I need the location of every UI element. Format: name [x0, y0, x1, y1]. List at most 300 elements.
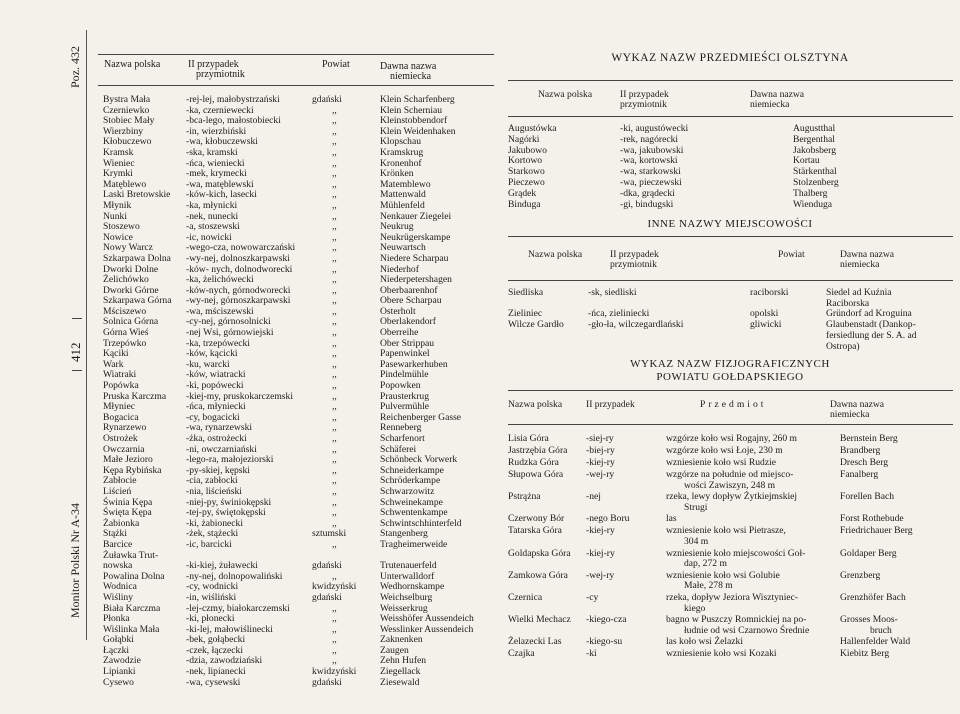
t2-header-rule	[508, 280, 953, 281]
suburb-polish-name: Nagórki	[508, 133, 540, 145]
german-name: Oberreihe	[380, 327, 419, 339]
polish-name: Szkarpawa Górna	[103, 295, 172, 307]
german-name: Weisserkrug	[380, 602, 428, 614]
suburb-row	[508, 124, 958, 135]
case-form: -ków-kich, lasecki	[186, 189, 257, 201]
t2-header-german	[840, 250, 950, 270]
german-name: Schwentenkampe	[380, 507, 448, 519]
german-name: Krönken	[380, 168, 414, 180]
physio-subject-line: Strugi	[684, 501, 708, 513]
t3-header-german	[830, 400, 940, 420]
district-ditto: ,,	[332, 146, 337, 158]
physio-case	[586, 571, 614, 582]
case-form: -ki, płonecki	[186, 613, 235, 625]
journal-title: Monitor Polski Nr A-34	[68, 502, 82, 618]
physio-subject-line: wzgórze koło wsi Łoje, 230 m	[666, 444, 783, 456]
physio-german-name	[840, 593, 906, 604]
district-ditto: ,,	[332, 454, 337, 466]
district-ditto: ,,	[332, 136, 337, 148]
district-ditto: ,,	[332, 199, 337, 211]
district-ditto: ,,	[332, 507, 337, 519]
suburb-polish-name: Augustówka	[508, 123, 557, 134]
physio-subject	[666, 470, 793, 492]
t2-header-case	[610, 250, 720, 270]
physio-case-line: -nego Boru	[586, 513, 630, 525]
t2-header-case-line1: II przypadek	[610, 249, 659, 260]
physio-polish-name	[508, 446, 567, 457]
case-form: -cy, bogacicki	[186, 411, 240, 423]
suburb-polish-name: Grądek	[508, 187, 537, 199]
case-form: -bca-lego, małostobiecki	[186, 115, 281, 127]
case-form: -rej-lej, małobystrzański	[186, 94, 280, 105]
case-form: -ka, trzepówecki	[186, 337, 250, 349]
case-form: -wy-nej, górnoszkarpawski	[186, 295, 291, 307]
district-ditto: ,,	[332, 634, 337, 646]
suburb-german-name: Wienduga	[793, 198, 833, 210]
physiographic-row	[508, 615, 958, 635]
physio-german-name	[840, 458, 888, 469]
physio-polish-name	[508, 615, 571, 626]
german-name: Tragheimerweide	[380, 538, 448, 550]
polish-name: Gołąbki	[103, 634, 134, 646]
physio-subject-line: wzniesienie koło wsi Golubie	[666, 569, 780, 581]
polish-name: Lipianki	[103, 666, 136, 678]
t2-header-case-line2: przymiotnik	[610, 259, 657, 270]
german-name: Niederpetershagen	[380, 274, 452, 286]
case-form: -nek, lipianecki	[186, 666, 246, 678]
district-ditto: ,,	[332, 189, 337, 201]
other-german-line: Raciborska	[826, 297, 870, 309]
polish-name: Zawodzie	[103, 655, 141, 667]
suburb-german-name: Bergenthal	[793, 133, 835, 145]
district-ditto: ,,	[332, 369, 337, 381]
other-name-row	[508, 309, 958, 319]
german-name: Schäferei	[380, 443, 417, 455]
physio-subject-line: wzgórze na południe od miejsco-	[666, 468, 794, 480]
physiographic-title	[500, 358, 960, 384]
case-form: -in, wierzbiński	[186, 125, 247, 137]
suburb-row	[508, 178, 958, 189]
german-name: Niederhof	[380, 263, 419, 275]
case-form: -ńca, młyniecki	[186, 401, 246, 413]
physio-german-name	[840, 446, 880, 457]
physio-subject	[666, 571, 780, 593]
physio-subject-line: las	[666, 513, 677, 525]
t2-header-german-line2: niemiecka	[840, 259, 880, 270]
other-case: -ńca, zieliniecki	[588, 308, 650, 320]
physio-german-name	[840, 492, 894, 503]
district-ditto: ,,	[332, 157, 337, 169]
case-form: -ic, nowicki	[186, 231, 232, 243]
german-name: Scharfenort	[380, 433, 425, 444]
district-ditto: ,,	[332, 433, 337, 444]
german-name: Kronenhof	[380, 157, 422, 169]
physio-case-line: -ki	[586, 648, 597, 660]
polish-name: Solnica Górna	[103, 316, 159, 328]
physio-case	[586, 649, 597, 660]
district-ditto: ,,	[332, 538, 337, 550]
physio-case	[586, 458, 615, 469]
case-form: -in, wiśliński	[186, 591, 237, 603]
polish-name: Krymki	[103, 168, 133, 180]
polish-name: Małe Jezioro	[103, 454, 153, 466]
physiographic-row	[508, 571, 958, 591]
case-form: -ka, młynicki	[186, 199, 238, 211]
polish-name: Wiśliny	[103, 591, 133, 603]
suburb-case: -wa, pieczewski	[620, 176, 682, 188]
physio-case	[586, 470, 614, 481]
german-name: Oberbaarenhof	[380, 284, 438, 296]
district-ditto: ,,	[332, 496, 337, 508]
physio-polish-name	[508, 549, 571, 560]
physio-case	[586, 526, 615, 537]
physiographic-title-line2: POWIATU GOŁDAPSKIEGO	[656, 371, 804, 383]
polish-name: Cysewo	[103, 676, 134, 688]
physio-german-name-line: Goldaper Berg	[840, 547, 897, 559]
district-ditto: ,,	[332, 348, 337, 360]
polish-name: Żuławka Trut-	[103, 549, 159, 561]
t1-header-rule	[508, 116, 953, 117]
german-name: Mühlenfeld	[380, 199, 425, 211]
polish-name: Pruska Karczma	[103, 390, 167, 402]
german-name: Popowken	[380, 380, 421, 392]
suburb-case: -wa, kortowski	[620, 155, 678, 167]
physio-polish-name	[508, 514, 564, 525]
physio-german-name-line: Hallenfelder Wald	[840, 636, 911, 648]
case-form: -nej Wsi, górnowiejski	[186, 327, 274, 339]
physio-case	[586, 514, 629, 525]
physiographic-table	[508, 434, 958, 661]
physio-case	[586, 446, 615, 457]
physiographic-row	[508, 593, 958, 613]
district-ditto: ,,	[332, 443, 337, 455]
physio-german-name-line: Friedrichauer Berg	[840, 525, 913, 537]
case-form: -a, stoszewski	[186, 221, 240, 233]
german-names-column	[380, 95, 495, 688]
physio-german-name	[840, 434, 898, 445]
district-ditto: ,,	[332, 274, 337, 286]
physio-subject-line: kiego	[684, 602, 706, 614]
suburb-row	[508, 167, 958, 178]
physio-subject-line: wzniesienie koło miejscowości Goł-	[666, 547, 806, 559]
physio-subject	[666, 446, 783, 457]
physio-german-name-line: Bernstein Berg	[840, 433, 898, 444]
case-form: -cia, zabłocki	[186, 475, 238, 487]
district-ditto: ,,	[332, 231, 337, 243]
other-german-line: Siedel ad Kuźnia	[826, 287, 892, 298]
polish-name: Łączki	[103, 644, 130, 656]
physio-subject	[666, 637, 743, 648]
german-name: Nenkauer Ziegelei	[380, 210, 452, 222]
polish-name: nowska	[103, 560, 133, 572]
physio-case-line: -biej-ry	[586, 444, 615, 456]
german-name: Kleinstobbendorf	[380, 115, 448, 127]
polish-name: Szkarpawa Dolna	[103, 252, 171, 264]
german-name: Matemblewo	[380, 178, 431, 190]
district-ditto: ,,	[332, 327, 337, 339]
case-form: -kiej-my, pruskokarczemski	[186, 390, 294, 402]
physio-subject-line: las koło wsi Żelazki	[666, 636, 743, 648]
case-form: -wa, rynarzewski	[186, 422, 253, 434]
case-form: -ic, barcicki	[186, 538, 232, 550]
physio-polish-name-line: Słupowa Góra	[508, 468, 564, 480]
physio-german-name-line: Forellen Bach	[840, 491, 895, 503]
case-form: -ny-nej, dolnopowaliński	[186, 570, 283, 582]
suburb-polish-name: Kortowo	[508, 155, 543, 167]
header-case-line2: przymiotnik	[196, 69, 245, 80]
case-form: -mek, krymecki	[186, 168, 247, 180]
district-ditto: ,,	[332, 623, 337, 635]
polish-name: Trzepówko	[103, 337, 147, 349]
physio-case-line: -wej-ry	[586, 468, 615, 480]
suburbs-table	[508, 124, 958, 210]
other-german-line: fersiedlung der S. A. ad	[826, 330, 917, 342]
case-form: -ki, żabionecki	[186, 517, 244, 529]
german-name: Zaugen	[380, 644, 409, 656]
polish-name: Młynik	[103, 199, 132, 211]
physio-subject-line: wzgórze koło wsi Rogajny, 260 m	[666, 433, 798, 444]
physio-subject	[666, 526, 786, 548]
district-ditto: ,,	[332, 295, 337, 307]
physio-case	[586, 615, 626, 626]
header-case-line1: II przypadek	[188, 59, 239, 70]
t3-header-polish: Nazwa polska	[508, 399, 563, 410]
district-ditto: ,,	[332, 411, 337, 423]
suburb-case: -gi, bindugski	[620, 198, 674, 210]
polish-name: Nunki	[103, 210, 127, 222]
polish-name: Kępa Rybińska	[103, 464, 162, 476]
other-name-row	[508, 320, 958, 351]
district-ditto: ,,	[332, 422, 337, 434]
district-ditto: ,,	[332, 401, 337, 413]
district-ditto: ,,	[332, 517, 337, 529]
german-name: Zehn Hufen	[380, 655, 427, 667]
case-form: -ki-kiej, żuławecki	[186, 560, 258, 572]
district: kwidzyński	[312, 666, 357, 678]
margin-rule	[86, 30, 87, 640]
german-name: Prausterkrug	[380, 390, 430, 402]
district-ditto: ,,	[332, 337, 337, 349]
polish-name: Płonka	[103, 613, 130, 625]
physio-subject	[666, 649, 777, 660]
polish-name: Wieniec	[103, 157, 135, 169]
district: kwidzyński	[312, 581, 357, 593]
suburb-polish-name: Jakubowo	[508, 144, 547, 156]
physio-case-line: -kiej-ry	[586, 547, 615, 559]
t3-header-rule	[508, 424, 953, 425]
physio-case-line: -siej-ry	[586, 433, 614, 444]
polish-name: Kłobuczewo	[103, 136, 152, 148]
header-rule-bottom	[98, 85, 494, 86]
physiographic-row	[508, 526, 958, 546]
polish-name: Zabłocie	[103, 475, 137, 487]
german-name: Ober Strippau	[380, 337, 435, 349]
polish-name: Laski Bretowskie	[103, 189, 171, 201]
t3-header-case: II przypadek	[586, 399, 635, 410]
physio-polish-name	[508, 637, 562, 648]
t1-header-polish: Nazwa polska	[538, 89, 593, 100]
suburb-case: -wa, starkowski	[620, 166, 681, 178]
polish-name: Czerniewko	[103, 104, 150, 116]
physio-subject-line: wości Zawiszyn, 248 m	[684, 479, 776, 491]
german-name: Schweinekampe	[380, 496, 443, 508]
t2-rule-top	[508, 236, 953, 237]
physio-german-name	[840, 637, 910, 648]
other-german-line: Gründorf ad Kroguina	[826, 308, 912, 320]
case-form: -ki, popówecki	[186, 380, 244, 392]
t1-header-case	[620, 90, 740, 110]
physio-subject-line: wzniesienie koło wsi Rudzie	[666, 456, 777, 468]
other-polish-name: Siedliska	[508, 287, 544, 298]
german-name: Klein Weidenhaken	[380, 125, 456, 137]
german-name: Kramskrug	[380, 146, 424, 158]
german-name: Wedhornskampe	[380, 581, 445, 593]
case-form: -tej-py, świętokępski	[186, 507, 266, 519]
german-name: Schneiderkampe	[380, 464, 444, 476]
physio-polish-name	[508, 593, 542, 604]
physio-subject-line: wzniesienie koło wsi Kozaki	[666, 648, 777, 660]
polish-name: Stoszewo	[103, 221, 140, 233]
other-names-title: INNE NAZWY MIEJSCOWOŚCI	[647, 218, 813, 230]
german-name: Klein Scherniau	[380, 104, 443, 116]
german-name: Pasewarkerhuben	[380, 358, 448, 370]
physio-case-line: -kiego-cza	[586, 614, 627, 626]
suburb-case: -rek, nagórecki	[620, 133, 679, 145]
physio-german-name	[840, 470, 878, 481]
physio-german-name	[840, 514, 904, 525]
physio-case	[586, 593, 598, 604]
physiographic-row	[508, 492, 958, 512]
physio-polish-name-line: Żelazecki Las	[508, 636, 562, 648]
t2-header-german-line1: Dawna nazwa	[840, 249, 895, 260]
polish-name: Popówka	[103, 380, 139, 392]
physiographic-row	[508, 637, 958, 647]
other-names-table	[508, 288, 958, 352]
district: sztumski	[312, 528, 347, 540]
german-name: Neuwartsch	[380, 242, 426, 254]
physio-subject-line: bagno w Puszczy Romnickiej na po-	[666, 614, 807, 626]
district-ditto: ,,	[332, 644, 337, 656]
district-ditto: ,,	[332, 284, 337, 296]
suburb-case: -wa, jakubowski	[620, 144, 684, 156]
physio-polish-name	[508, 526, 562, 537]
physio-polish-name	[508, 571, 568, 582]
polish-name: Owczarnia	[103, 443, 145, 455]
polish-name: Dworki Górne	[103, 284, 159, 296]
suburb-case: -ki, augustówecki	[620, 123, 689, 134]
t1-header-german	[750, 90, 900, 110]
physio-subject	[666, 458, 776, 469]
polish-name: Matęblewo	[103, 178, 147, 190]
page-number-rule-bottom	[72, 370, 82, 371]
case-form: -bek, gołąbecki	[186, 634, 246, 646]
district-ditto: ,,	[332, 168, 337, 180]
suburb-polish-name: Binduga	[508, 198, 541, 210]
german-name: Osterholt	[380, 305, 416, 317]
german-name: Wesslinker Aussendeich	[380, 623, 474, 635]
case-form: -ku, warcki	[186, 358, 230, 370]
polish-name: Liścień	[103, 485, 132, 497]
german-name: Neukrügerskampe	[380, 231, 451, 243]
t3-header-subject: Przedmiot	[700, 399, 767, 410]
suburb-german-name: Augustthal	[793, 123, 836, 134]
physio-case-line: -wej-ry	[586, 569, 615, 581]
physio-polish-name-line: Czernica	[508, 591, 543, 603]
physio-case	[586, 434, 614, 445]
header-german-line2: niemiecka	[390, 71, 432, 82]
right-page	[500, 0, 960, 714]
case-form: -wa, matęblewski	[186, 178, 254, 190]
german-name: Pulvermühle	[380, 401, 430, 413]
german-name: Schönbeck Vorwerk	[380, 454, 458, 466]
case-form: -nia, liścieński	[186, 485, 242, 497]
physio-german-name-line: bruch	[870, 624, 892, 636]
header-german-line1: Dawna nazwa	[380, 61, 437, 72]
header-district: Powiat	[322, 59, 350, 70]
suburb-german-name: Thalberg	[793, 187, 828, 199]
district-ditto: ,,	[332, 210, 337, 222]
polish-name: Ostrożek	[103, 433, 138, 444]
case-form: -ka, czerniewecki	[186, 104, 254, 116]
physio-case	[586, 549, 615, 560]
physio-case-line: -kiej-ry	[586, 525, 615, 537]
case-form: -wa, mściszewski	[186, 305, 254, 317]
physio-subject-line: rzeka, lewy dopływ Żytkiejmskiej	[666, 491, 798, 503]
district-ditto: ,,	[332, 358, 337, 370]
case-form: -lego-ra, małojeziorski	[186, 454, 274, 466]
district-ditto: ,,	[332, 104, 337, 116]
case-form: -wy-nej, dolnoszkarpawski	[186, 252, 290, 264]
district-ditto: ,,	[332, 602, 337, 614]
physio-german-name-line: Dresch Berg	[840, 456, 889, 468]
physio-subject	[666, 434, 797, 445]
physio-polish-name-line: Wielki Mechacz	[508, 614, 571, 626]
physio-subject-line: łudnie od wsi Czarnowo Średnie	[684, 624, 810, 636]
t2-header-polish: Nazwa polska	[528, 249, 583, 260]
case-form: -ka, żelichówecki	[186, 274, 254, 286]
case-form: -ska, kramski	[186, 146, 238, 158]
physio-german-name-line: Forst Rothebude	[840, 513, 904, 525]
physio-subject-line: dap, 272 m	[684, 558, 727, 570]
physio-subject	[666, 615, 809, 637]
physiographic-row	[508, 549, 958, 569]
other-german-name	[826, 288, 892, 310]
district-ditto: ,,	[332, 380, 337, 392]
district-ditto: ,,	[332, 485, 337, 497]
other-polish-name: Zieliniec	[508, 308, 543, 320]
header-rule-top	[98, 54, 494, 55]
physiographic-row	[508, 514, 958, 524]
physio-subject	[666, 492, 797, 514]
polish-name: Stążki	[103, 528, 127, 540]
other-german-line: Glaubenstadt (Dankop-	[826, 319, 916, 331]
polish-name: Powalina Dolna	[103, 570, 165, 582]
physio-case-line: -cy	[586, 591, 599, 603]
physio-polish-name-line: Jastrzębia Góra	[508, 444, 568, 456]
german-name: Oberlakendorf	[380, 316, 436, 328]
physiographic-title-line1: WYKAZ NAZW FIZJOGRAFICZNYCH	[630, 358, 830, 370]
german-name: Ziegellack	[380, 666, 421, 678]
physiographic-row	[508, 446, 958, 456]
physio-german-name	[840, 615, 898, 637]
german-name: Schwarzowitz	[380, 485, 435, 497]
physio-german-name	[840, 649, 889, 660]
polish-name: Dworki Dolne	[103, 263, 159, 275]
german-name: Schröderkampe	[380, 475, 441, 487]
german-name: Unterwalldorf	[380, 570, 435, 582]
case-form: -ków, wiatracki	[186, 369, 246, 381]
polish-name: Świnia Kępa	[103, 496, 153, 508]
